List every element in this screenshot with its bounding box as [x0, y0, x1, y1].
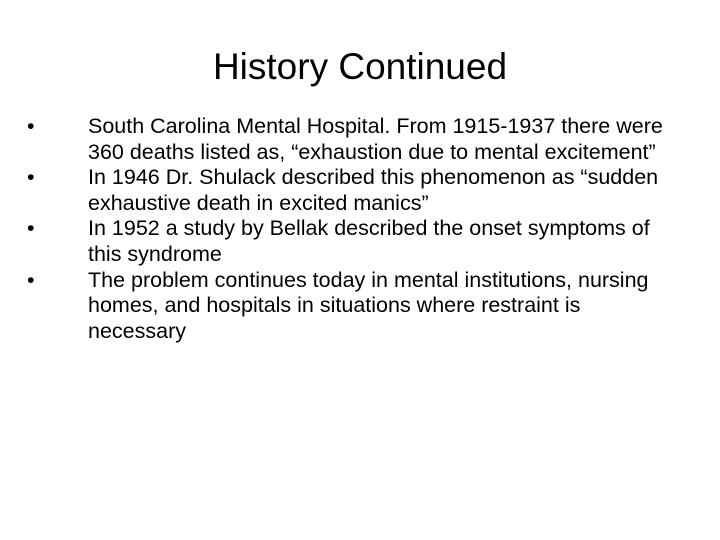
bullet-item	[27, 267, 673, 345]
bullet-item	[27, 165, 673, 216]
bullet-list	[27, 114, 673, 344]
bullet-icon: •	[27, 165, 35, 190]
bullet-item	[27, 114, 673, 165]
bullet-icon: •	[27, 216, 35, 241]
bullet-text: The problem continues today in mental institutions, nursing homes, and hospitals in situations where restraint is necessary	[88, 267, 649, 343]
bullet-text: In 1946 Dr. Shulack described this phenomenon as “sudden exhaustive death in excited manics”	[88, 165, 659, 215]
bullet-text: South Carolina Mental Hospital. From 1915-1937 there were 360 deaths listed as, “exhaustion due to mental excitement”	[88, 114, 663, 164]
bullet-item	[27, 216, 673, 267]
bullet-icon: •	[27, 114, 35, 138]
bullet-icon: •	[27, 267, 35, 292]
slide-title: History Continued	[212, 46, 508, 87]
bullet-text: In 1952 a study by Bellak described the onset symptoms of this syndrome	[88, 216, 650, 266]
